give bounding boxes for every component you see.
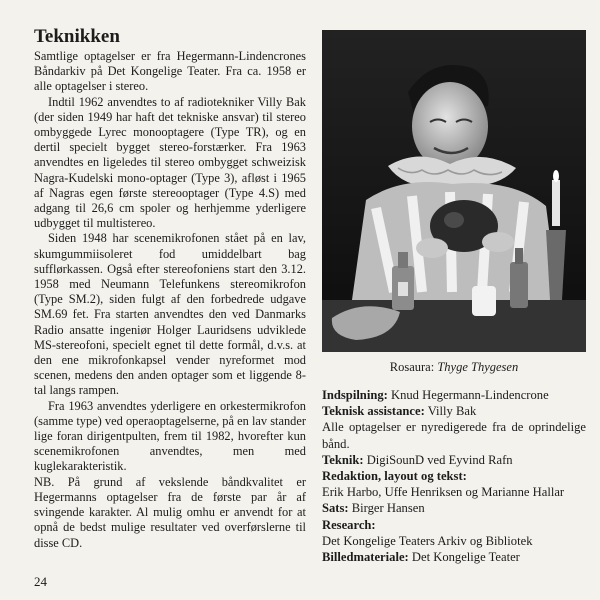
paragraph-note: NB. På grund af vekslende båndkvalitet er Hegermanns optagelser fra de første par år af svingende karakter. Al mulig omhu er anvendt for at opnå de bedst mulige resultater ved overførslerne til disse CD. [34,474,306,550]
paragraph-microphone: Siden 1948 har scenemikrofonen stået på en lav, skumgummiisoleret fod umiddelbart bag sufflørkassen. Også efter stereofoniens start den 3.12. 1958 med Neumann Telefunkens stereomikrofon (Type SM.2), siden fulgt af den forbedrede udgave SM.69 fet. Fra starten anvendtes den ved Danmarks Radio ansatte ingeniør Holger Lauridsens udviklede MS-stereofoni, specielt egnet til dette formål, d.v.s. at den ene mikrofonkapsel vender nyreformet mod scenen, medens den anden optager som et liggende 8-tal langs rampen. [34,231,306,398]
credit-typesetting-label: Sats: [322,501,349,516]
credit-recording [322,387,586,403]
credit-typesetting [322,500,586,516]
credits-block [322,387,586,565]
credit-note: Alle optagelser er nyredigerede fra de oprindelige bånd. [322,420,586,451]
paragraph-orchestra: Fra 1963 anvendtes yderligere en orkestermikrofon (samme type) ved operaoptagelserne, på en lav stander lige foran dirigentpulten, frem til 1982, hvorefter kun scenemikrofonen anvendtes, men med kuglekarakteristik. [34,398,306,474]
credit-typesetting-value: Birger Hansen [351,501,425,516]
paragraph-intro: Samtlige optagelser er fra Hegermann-Lindencrones Båndarkiv på Det Kongelige Teater. Fra ca. 1958 er alle optagelser i stereo. [34,49,306,94]
credit-technique-value: DigiSounD ved Eyvind Rafn [366,452,513,467]
credit-editorial-value: Erik Harbo, Uffe Henriksen og Marianne Hallar [322,485,565,500]
credit-recording-value: Knud Hegermann-Lindencrone [390,388,549,402]
credit-technique [322,452,586,468]
credit-editorial-label: Redaktion, layout og tekst: [322,469,467,484]
caption-role: Rosaura: [389,360,438,374]
credit-research-value: Det Kongelige Teaters Arkiv og Bibliotek [322,533,533,548]
credit-recording-label: Indspilning: [322,388,388,402]
credit-assistance-label: Teknisk assistance: [322,404,425,419]
paragraph-equipment: Indtil 1962 anvendtes to af radiotekniker Villy Bak (der siden 1949 har haft det tekniske ansvar) til stereo ombyggede Lyrec monooptagere (Type TR), og en dertil specielt bygget stereo-forstærker. Fra 1963 anvendtes en ligeledes til stereo ombygget schweizisk Nagra-Kudelski mono-optager (Type 3), afløst i 1965 af Nagras egen første stereooptager (Type 4.S) med adgang til 26,6 cm spoler og herhjemme yderligere udbygget til multistereo. [34,94,306,231]
credit-assistance [322,403,586,419]
article-column [34,26,306,551]
credit-research-label: Research: [322,517,376,532]
page-number: 24 [34,574,47,589]
credit-images-value: Det Kongelige Teater [411,550,520,565]
credit-technique-label: Teknik: [322,452,364,467]
article-heading: Teknikken [34,26,120,47]
photo-caption [322,359,586,375]
photo-column [322,30,586,565]
credit-images [322,549,586,565]
credit-images-label: Billedmateriale: [322,550,409,565]
credit-assistance-value: Villy Bak [427,404,477,419]
caption-performer: Thyge Thygesen [437,360,519,374]
performer-photo [322,30,586,352]
